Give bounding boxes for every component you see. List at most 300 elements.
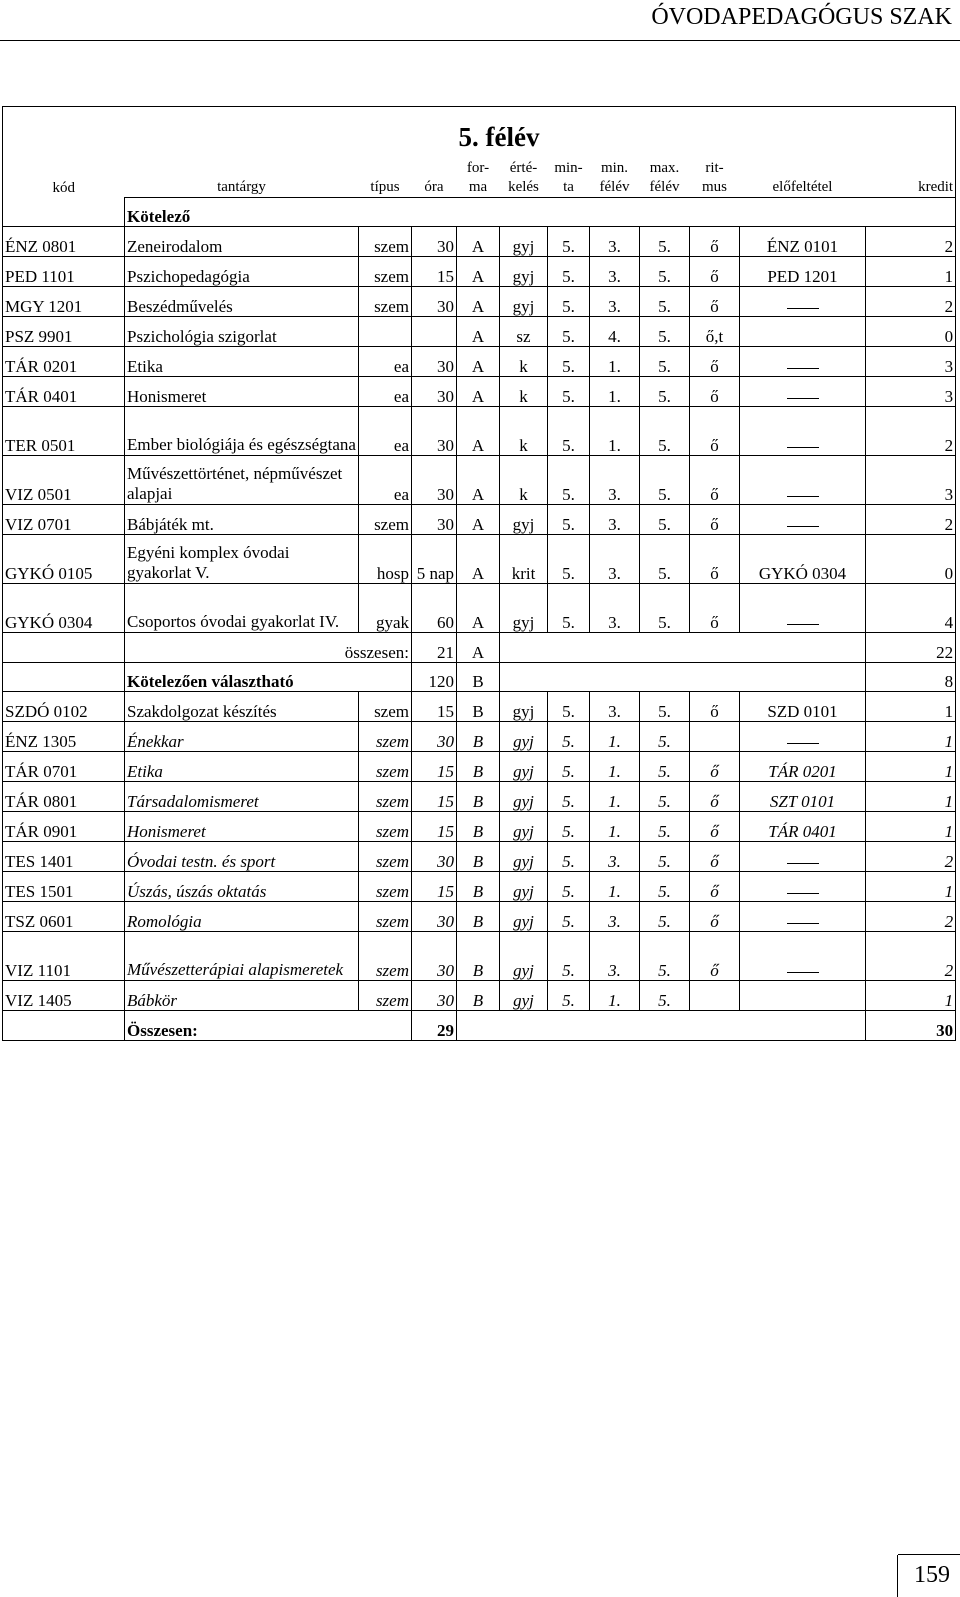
table-cell: szem — [359, 287, 412, 317]
table-cell: Romológia — [125, 902, 359, 932]
total-empty — [3, 1011, 125, 1041]
table-cell: TÁR 0201 — [740, 752, 866, 782]
table-cell: gyj — [500, 227, 548, 257]
total-hours: 29 — [412, 1011, 457, 1041]
table-cell: ő,t — [690, 317, 740, 347]
table-cell: 3. — [590, 692, 640, 722]
table-cell: B — [457, 752, 500, 782]
table-cell: 30 — [412, 287, 457, 317]
table-cell — [740, 505, 866, 535]
table-cell: ő — [690, 752, 740, 782]
table-cell: 5. — [640, 981, 690, 1011]
section-row — [3, 198, 956, 227]
column-header: érté- kelés — [508, 160, 539, 195]
table-cell: k — [500, 456, 548, 505]
table-cell: szem — [359, 872, 412, 902]
table-cell: 5. — [640, 287, 690, 317]
semester-row — [3, 107, 956, 153]
table-cell: 5. — [548, 535, 590, 584]
table-cell: 5. — [548, 722, 590, 752]
table-cell: 5. — [548, 287, 590, 317]
table-cell: B — [457, 782, 500, 812]
table-cell: 5. — [548, 932, 590, 981]
table-cell: 5. — [640, 932, 690, 981]
table-cell: 5. — [640, 722, 690, 752]
table-row — [3, 287, 956, 317]
table-cell — [740, 377, 866, 407]
table-cell: 1. — [590, 377, 640, 407]
table-cell: 30 — [412, 347, 457, 377]
dash-mark — [787, 447, 819, 448]
table-cell — [740, 287, 866, 317]
table-cell: Művészettörténet, népművészet alapjai — [125, 456, 359, 505]
table-cell — [740, 407, 866, 456]
elective-credit: 8 — [866, 663, 956, 692]
table-cell: 1. — [590, 782, 640, 812]
table-cell: szem — [359, 812, 412, 842]
table-row — [3, 752, 956, 782]
table-cell: B — [457, 842, 500, 872]
table-cell: 5. — [640, 782, 690, 812]
table-cell: ő — [690, 842, 740, 872]
table-cell: 1. — [590, 407, 640, 456]
table-cell: 5. — [640, 535, 690, 584]
table-cell: hosp — [359, 535, 412, 584]
elective-form: B — [457, 663, 500, 692]
table-cell: TÁR 0401 — [740, 812, 866, 842]
table-cell: Úszás, úszás oktatás — [125, 872, 359, 902]
table-cell: szem — [359, 257, 412, 287]
table-cell: 5. — [548, 456, 590, 505]
table-cell: 3. — [590, 584, 640, 633]
table-cell: szem — [359, 722, 412, 752]
table-cell: 60 — [412, 584, 457, 633]
dash-mark — [787, 624, 819, 625]
table-cell: 5. — [548, 752, 590, 782]
table-cell: gyj — [500, 692, 548, 722]
dash-mark — [787, 496, 819, 497]
table-cell: 5. — [548, 227, 590, 257]
table-cell: 2 — [866, 227, 956, 257]
table-cell: 5. — [548, 377, 590, 407]
dash-mark — [787, 368, 819, 369]
table-cell: 1 — [866, 692, 956, 722]
table-cell — [412, 317, 457, 347]
subtotal-empty — [3, 633, 125, 663]
table-cell: 1 — [866, 752, 956, 782]
table-cell: ÉNZ 0101 — [740, 227, 866, 257]
table-cell: TÁR 0701 — [3, 752, 125, 782]
total-gap — [457, 1011, 866, 1041]
total-row — [3, 1011, 956, 1041]
table-cell: 30 — [412, 981, 457, 1011]
table-cell: A — [457, 456, 500, 505]
table-cell: 5. — [548, 347, 590, 377]
table-cell — [740, 842, 866, 872]
table-cell: ő — [690, 872, 740, 902]
table-cell — [690, 722, 740, 752]
elective-label: Kötelezően választható — [125, 663, 412, 692]
dash-mark — [787, 743, 819, 744]
table-cell: 2 — [866, 902, 956, 932]
table-cell: B — [457, 872, 500, 902]
table-cell: TÁR 0201 — [3, 347, 125, 377]
table-cell: 15 — [412, 692, 457, 722]
table-cell: 5. — [640, 872, 690, 902]
table-row — [3, 722, 956, 752]
table-cell: 5. — [548, 692, 590, 722]
column-header: for- ma — [466, 160, 490, 195]
subtotal-form: A — [457, 633, 500, 663]
table-cell: 4 — [866, 584, 956, 633]
table-cell: PSZ 9901 — [3, 317, 125, 347]
table-cell: 5. — [640, 505, 690, 535]
table-cell: TÁR 0801 — [3, 782, 125, 812]
table-cell: Óvodai testn. és sport — [125, 842, 359, 872]
section-spacer — [3, 198, 125, 227]
page-number-rule — [898, 1554, 960, 1555]
curriculum-table — [2, 106, 956, 1041]
table-cell: Énekkar — [125, 722, 359, 752]
dash-mark — [787, 398, 819, 399]
table-cell: 3. — [590, 932, 640, 981]
table-cell: Etika — [125, 752, 359, 782]
table-cell — [740, 584, 866, 633]
table-cell: 5. — [640, 377, 690, 407]
table-cell: ea — [359, 377, 412, 407]
table-cell: ő — [690, 456, 740, 505]
table-cell: Bábkör — [125, 981, 359, 1011]
table-cell: ea — [359, 347, 412, 377]
table-cell: 5. — [640, 227, 690, 257]
table-cell: 15 — [412, 812, 457, 842]
total-credit: 30 — [866, 1011, 956, 1041]
table-cell: TÁR 0901 — [3, 812, 125, 842]
table-cell: VIZ 1405 — [3, 981, 125, 1011]
elective-section-row — [3, 663, 956, 692]
table-cell — [359, 317, 412, 347]
table-cell: 1 — [866, 981, 956, 1011]
table-cell: ő — [690, 812, 740, 842]
table-cell: SZT 0101 — [740, 782, 866, 812]
table-cell: 30 — [412, 932, 457, 981]
table-cell: 5. — [640, 752, 690, 782]
table-row — [3, 584, 956, 633]
table-cell: PED 1101 — [3, 257, 125, 287]
table-cell: Ember biológiája és egészségtana — [125, 407, 359, 456]
table-cell: gyak — [359, 584, 412, 633]
table-cell: Művészetterápiai alapismeretek — [125, 932, 359, 981]
page-header: ÓVODAPEDAGÓGUS SZAK — [651, 4, 952, 30]
table-cell: k — [500, 377, 548, 407]
table-cell — [740, 932, 866, 981]
column-header: tantárgy — [217, 179, 266, 195]
table-cell: PED 1201 — [740, 257, 866, 287]
table-cell: 3 — [866, 456, 956, 505]
table-cell: TES 1401 — [3, 842, 125, 872]
table-row — [3, 257, 956, 287]
table-cell: GYKÓ 0304 — [740, 535, 866, 584]
elective-gap — [500, 663, 866, 692]
page-number: 159 — [914, 1562, 950, 1588]
column-header-row — [3, 152, 956, 198]
table-cell: Etika — [125, 347, 359, 377]
table-row — [3, 407, 956, 456]
page-number-rule-side — [897, 1555, 898, 1597]
dash-mark — [787, 526, 819, 527]
table-cell: 5. — [640, 902, 690, 932]
table-cell: 30 — [412, 407, 457, 456]
table-cell: szem — [359, 692, 412, 722]
table-cell: 3. — [590, 287, 640, 317]
table-cell: 1. — [590, 981, 640, 1011]
table-cell: ő — [690, 505, 740, 535]
column-header: max. félév — [649, 160, 680, 195]
table-cell: ÉNZ 1305 — [3, 722, 125, 752]
table-cell: Pszichopedagógia — [125, 257, 359, 287]
dash-mark — [787, 308, 819, 309]
table-cell: 5. — [640, 257, 690, 287]
table-cell: 15 — [412, 782, 457, 812]
table-cell: A — [457, 347, 500, 377]
table-cell: Szakdolgozat készítés — [125, 692, 359, 722]
table-cell: GYKÓ 0304 — [3, 584, 125, 633]
dash-mark — [787, 863, 819, 864]
table-cell — [740, 317, 866, 347]
table-cell: TSZ 0601 — [3, 902, 125, 932]
table-cell: 4. — [590, 317, 640, 347]
table-cell: TÁR 0401 — [3, 377, 125, 407]
table-cell: ő — [690, 584, 740, 633]
table-cell: gyj — [500, 584, 548, 633]
table-cell: ea — [359, 407, 412, 456]
table-cell: 5. — [548, 407, 590, 456]
table-cell: 5. — [548, 842, 590, 872]
table-cell: szem — [359, 227, 412, 257]
table-cell: B — [457, 722, 500, 752]
table-cell: A — [457, 227, 500, 257]
dash-mark — [787, 893, 819, 894]
column-header: kód — [3, 152, 125, 198]
table-cell: 1 — [866, 812, 956, 842]
table-cell: gyj — [500, 842, 548, 872]
table-cell: szem — [359, 782, 412, 812]
table-cell: 3 — [866, 377, 956, 407]
table-cell: 5. — [640, 317, 690, 347]
table-cell: gyj — [500, 812, 548, 842]
table-cell: 5. — [548, 872, 590, 902]
table-cell: 1. — [590, 752, 640, 782]
table-row — [3, 902, 956, 932]
semester-title — [457, 107, 956, 153]
table-cell: 1 — [866, 257, 956, 287]
table-cell — [740, 347, 866, 377]
table-cell: 2 — [866, 287, 956, 317]
table-cell: szem — [359, 981, 412, 1011]
table-cell: TES 1501 — [3, 872, 125, 902]
table-cell: 5. — [548, 782, 590, 812]
table-cell: 2 — [866, 407, 956, 456]
table-cell: 5 nap — [412, 535, 457, 584]
table-cell: szem — [359, 505, 412, 535]
table-cell: 30 — [412, 842, 457, 872]
table-cell: ő — [690, 227, 740, 257]
table-cell: ő — [690, 535, 740, 584]
table-cell: 3. — [590, 227, 640, 257]
table-cell: 15 — [412, 257, 457, 287]
subtotal-gap — [500, 633, 866, 663]
table-cell: 1 — [866, 872, 956, 902]
table-cell: 1. — [590, 347, 640, 377]
table-cell: 2 — [866, 842, 956, 872]
table-row — [3, 842, 956, 872]
table-row — [3, 377, 956, 407]
table-cell: SZDÓ 0102 — [3, 692, 125, 722]
table-cell: Pszichológia szigorlat — [125, 317, 359, 347]
table-cell: szem — [359, 932, 412, 981]
table-cell: 5. — [548, 812, 590, 842]
table-row — [3, 692, 956, 722]
table-row — [3, 227, 956, 257]
table-cell: ő — [690, 407, 740, 456]
column-header: óra — [424, 179, 444, 195]
semester-label: 5. félév — [458, 122, 540, 152]
table-cell: A — [457, 505, 500, 535]
table-cell: Társadalomismeret — [125, 782, 359, 812]
table-cell: 2 — [866, 932, 956, 981]
table-row — [3, 782, 956, 812]
table-cell: 5. — [548, 584, 590, 633]
table-cell: Zeneirodalom — [125, 227, 359, 257]
table-cell: GYKÓ 0105 — [3, 535, 125, 584]
table-cell: Honismeret — [125, 377, 359, 407]
table-cell: gyj — [500, 287, 548, 317]
table-cell: 0 — [866, 535, 956, 584]
table-cell: 3. — [590, 257, 640, 287]
table-cell: szem — [359, 752, 412, 782]
table-cell — [740, 981, 866, 1011]
table-cell — [740, 872, 866, 902]
subtotal-hours: 21 — [412, 633, 457, 663]
table-cell: A — [457, 317, 500, 347]
table-cell — [690, 981, 740, 1011]
table-cell: 30 — [412, 227, 457, 257]
table-cell: Egyéni komplex óvodai gyakorlat V. — [125, 535, 359, 584]
table-cell: ő — [690, 257, 740, 287]
table-cell: 3. — [590, 902, 640, 932]
table-cell: 3. — [590, 842, 640, 872]
table-cell: szem — [359, 902, 412, 932]
table-cell — [740, 902, 866, 932]
table-cell: Bábjáték mt. — [125, 505, 359, 535]
subtotal-label: összesen: — [125, 633, 412, 663]
table-cell: 5. — [640, 692, 690, 722]
table-cell: A — [457, 377, 500, 407]
table-cell: krit — [500, 535, 548, 584]
table-cell: gyj — [500, 872, 548, 902]
table-cell: 5. — [548, 981, 590, 1011]
table-cell: gyj — [500, 782, 548, 812]
table-cell: 30 — [412, 377, 457, 407]
table-cell: A — [457, 257, 500, 287]
elective-hours: 120 — [412, 663, 457, 692]
table-row — [3, 872, 956, 902]
table-row — [3, 812, 956, 842]
table-cell: 5. — [640, 456, 690, 505]
table-cell: 5. — [548, 257, 590, 287]
table-cell: k — [500, 347, 548, 377]
table-cell: B — [457, 812, 500, 842]
table-cell: ő — [690, 692, 740, 722]
table-cell: 3. — [590, 505, 640, 535]
table-cell: VIZ 0501 — [3, 456, 125, 505]
table-cell: 1 — [866, 722, 956, 752]
table-cell: ő — [690, 377, 740, 407]
table-cell: 5. — [548, 317, 590, 347]
table-cell: B — [457, 981, 500, 1011]
table-cell: VIZ 0701 — [3, 505, 125, 535]
column-header: min. félév — [599, 160, 630, 195]
subtotal-row — [3, 633, 956, 663]
table-cell: 15 — [412, 872, 457, 902]
table-cell: ő — [690, 782, 740, 812]
table-cell: B — [457, 692, 500, 722]
column-header: kredit — [866, 152, 956, 198]
header-spacer — [3, 107, 457, 153]
table-row — [3, 505, 956, 535]
table-cell: 3 — [866, 347, 956, 377]
table-cell: 5. — [640, 347, 690, 377]
table-cell: Csoportos óvodai gyakorlat IV. — [125, 584, 359, 633]
table-cell: gyj — [500, 722, 548, 752]
subtotal-credit: 22 — [866, 633, 956, 663]
table-cell: 1. — [590, 722, 640, 752]
table-cell: 1 — [866, 782, 956, 812]
table-cell: 30 — [412, 456, 457, 505]
dash-mark — [787, 923, 819, 924]
table-cell: 0 — [866, 317, 956, 347]
table-cell: 2 — [866, 505, 956, 535]
section-label: Kötelező — [125, 198, 956, 227]
table-cell — [740, 722, 866, 752]
table-cell: 5. — [640, 407, 690, 456]
table-cell: 30 — [412, 505, 457, 535]
table-cell: sz — [500, 317, 548, 347]
table-row — [3, 981, 956, 1011]
table-cell: ő — [690, 347, 740, 377]
table-cell: MGY 1201 — [3, 287, 125, 317]
table-cell: VIZ 1101 — [3, 932, 125, 981]
table-cell: ő — [690, 932, 740, 981]
table-row — [3, 535, 956, 584]
table-cell: 5. — [548, 505, 590, 535]
table-cell: SZD 0101 — [740, 692, 866, 722]
table-cell: 1. — [590, 812, 640, 842]
table-cell: 30 — [412, 902, 457, 932]
table-row — [3, 456, 956, 505]
column-header: előfeltétel — [772, 179, 833, 195]
table-cell: gyj — [500, 752, 548, 782]
table-cell: A — [457, 407, 500, 456]
table-cell: A — [457, 535, 500, 584]
table-cell: gyj — [500, 902, 548, 932]
table-cell: ea — [359, 456, 412, 505]
section-spacer — [3, 663, 125, 692]
table-cell: gyj — [500, 505, 548, 535]
table-cell: 5. — [548, 902, 590, 932]
table-cell: szem — [359, 842, 412, 872]
table-cell: 15 — [412, 752, 457, 782]
